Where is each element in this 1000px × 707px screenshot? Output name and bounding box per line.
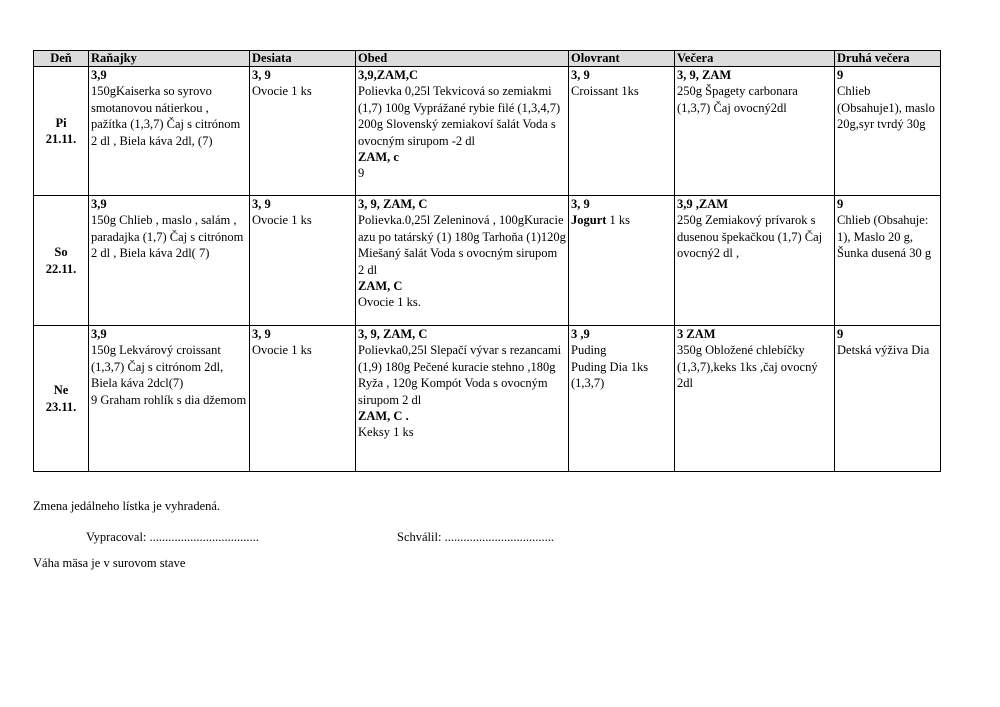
allergen-code: 3, 9: [571, 197, 590, 211]
dinner-cell: [675, 326, 835, 472]
meat-weight-note: Váha mäsa je v surovom stave: [33, 556, 186, 570]
table-row: [34, 67, 941, 196]
header-breakfast: Raňajky: [89, 51, 250, 67]
day-name: Ne: [53, 383, 69, 398]
day-cell: [34, 326, 89, 472]
day-date: 21.11.: [45, 132, 77, 146]
header-day: Deň: [34, 51, 89, 67]
allergen-code: 3, 9: [252, 197, 271, 211]
meal-text: 250g Špagety carbonara (1,3,7) Čaj ovocný2dl: [677, 84, 798, 115]
afternoon-snack-cell: [569, 196, 675, 326]
allergen-code: 3,9,ZAM,C: [358, 68, 419, 82]
allergen-code: 3 ,9: [571, 327, 590, 341]
snack-cell: [250, 67, 356, 196]
meal-text: 150gKaiserka so syrovo smotanovou nátierkou , pažítka (1,3,7) Čaj s citrónom 2 dl , Biela káva 2dl, (7): [91, 84, 241, 148]
header-afternoon-snack: Olovrant: [569, 51, 675, 67]
meal-text: Puding: [571, 343, 607, 358]
allergen-code: 3,9: [91, 68, 107, 82]
meal-text: 350g Obložené chlebíčky (1,3,7),keks 1ks ,čaj ovocný 2dl: [677, 343, 818, 391]
header-row: [34, 51, 941, 67]
meal-text: Ovocie 1 ks: [252, 213, 312, 228]
allergen-code: 9: [837, 68, 844, 82]
approved-by: Schválil: ...................................: [397, 530, 554, 544]
afternoon-snack-cell: [569, 326, 675, 472]
meal-text: Detská výživa Dia: [837, 343, 930, 358]
meal-text: Croissant 1ks: [571, 84, 639, 99]
meal-text: 1 ks: [606, 213, 631, 228]
day-cell: [34, 196, 89, 326]
allergen-code: 3,9: [91, 327, 107, 341]
breakfast-cell: [89, 196, 250, 326]
meal-text-2: 9: [358, 166, 365, 181]
meal-text: Ovocie 1 ks: [252, 343, 312, 358]
meal-text-2: Puding Dia 1ks (1,3,7): [571, 359, 649, 391]
allergen-code: 3, 9: [571, 68, 590, 82]
meal-text: Polievka 0,25l Tekvicová so zemiakmi (1,7) 100g Vyprážané rybie filé (1,3,4,7) 200g Slovenský zemiakoví šalát Voda s ovocným sirupom -2 dl: [358, 84, 561, 148]
day-name: So: [54, 245, 68, 260]
meal-text: Ovocie 1 ks: [252, 84, 312, 99]
lunch-cell: [356, 326, 569, 472]
day-date: 23.11.: [45, 399, 77, 414]
meal-text: 150g Chlieb , maslo , salám , paradajka (1,7) Čaj s citrónom 2 dl , Biela káva 2dl( 7): [91, 213, 244, 261]
meal-text-2: Ovocie 1 ks.: [358, 295, 421, 310]
header-dinner: Večera: [675, 51, 835, 67]
lunch-cell: [356, 67, 569, 196]
allergen-code: 9: [837, 197, 844, 211]
meal-text-2: 9 Graham rohlík s dia džemom: [91, 392, 247, 407]
allergen-code: 3, 9, ZAM, C: [358, 197, 428, 211]
allergen-code: 3, 9: [252, 327, 271, 341]
snack-cell: [250, 326, 356, 472]
allergen-code: 3, 9, ZAM: [677, 68, 732, 82]
second-dinner-cell: [835, 196, 941, 326]
snack-cell: [250, 196, 356, 326]
meal-text: 250g Zemiakový prívarok s dusenou špekačkou (1,7) Čaj ovocný2 dl ,: [677, 213, 823, 261]
allergen-code: 3, 9, ZAM, C: [358, 327, 428, 341]
allergen-code: 3, 9: [252, 68, 271, 82]
second-dinner-cell: [835, 67, 941, 196]
allergen-code: 3,9 ,ZAM: [677, 197, 729, 211]
meal-text: Polievka.0,25l Zeleninová , 100gKuracie azu po tatárský (1) 180g Tarhoňa (1)120g Miešaný šalát Voda s ovocným sirupom 2 dl: [358, 213, 566, 277]
day-name: Pi: [55, 115, 67, 130]
dinner-cell: [675, 67, 835, 196]
meal-text: Chlieb (Obsahuje1), maslo 20g,syr tvrdý 30g: [837, 84, 935, 132]
header-snack: Desiata: [250, 51, 356, 67]
meal-text: Polievka0,25l Slepačí vývar s rezancami (1,9) 180g Pečené kuracie stehno ,180g Ryža , 120g Kompót Voda s ovocným sirupom 2 dl: [358, 343, 562, 407]
header-lunch: Obed: [356, 51, 569, 67]
table-row: [34, 196, 941, 326]
header-second-dinner: Druhá večera: [835, 51, 941, 67]
meal-text-line: [571, 212, 672, 228]
prepared-by: Vypracoval: ...................................: [86, 530, 259, 544]
menu-table: [33, 50, 941, 472]
meal-text: Chlieb (Obsahuje: 1), Maslo 20 g, Šunka dusená 30 g: [837, 213, 932, 261]
allergen-code-2: ZAM, C: [358, 279, 403, 294]
allergen-code-2: ZAM, C .: [358, 409, 409, 424]
day-cell: [34, 67, 89, 196]
allergen-code: 3,9: [91, 197, 107, 211]
allergen-code: 3 ZAM: [677, 327, 716, 341]
allergen-code: 9: [837, 327, 844, 341]
allergen-code-2: ZAM, c: [358, 150, 399, 165]
table-row: [34, 326, 941, 472]
day-date: 22.11.: [45, 261, 77, 276]
meal-text-2: Keksy 1 ks: [358, 425, 414, 440]
meal-item-bold: Jogurt: [571, 213, 607, 228]
menu-change-note: Zmena jedálneho lístka je vyhradená.: [33, 499, 221, 513]
afternoon-snack-cell: [569, 67, 675, 196]
meal-text: 150g Lekvárový croissant (1,3,7) Čaj s citrónom 2dl, Biela káva 2dcl(7): [91, 343, 224, 391]
dinner-cell: [675, 196, 835, 326]
breakfast-cell: [89, 67, 250, 196]
lunch-cell: [356, 196, 569, 326]
second-dinner-cell: [835, 326, 941, 472]
breakfast-cell: [89, 326, 250, 472]
